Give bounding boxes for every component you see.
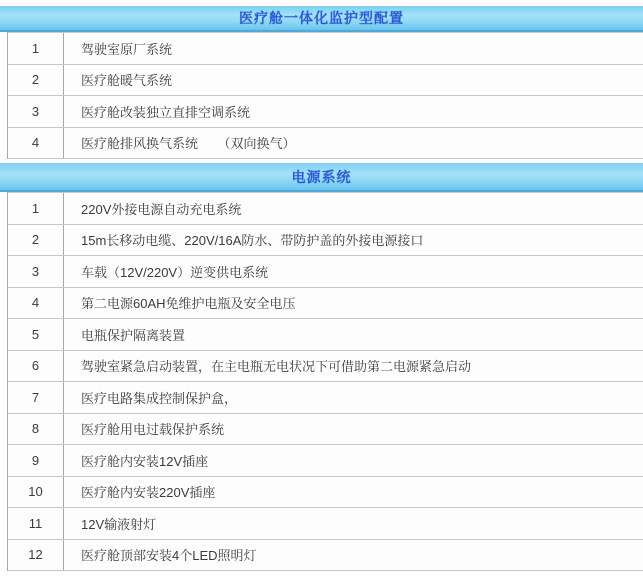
table-row — [8, 382, 643, 414]
row-number: 1 — [8, 193, 64, 224]
section-header-power-system — [0, 163, 643, 192]
row-number: 2 — [8, 65, 64, 96]
row-description: 第二电源60AH免维护电瓶及安全电压 — [81, 296, 296, 312]
row-number: 9 — [8, 445, 64, 476]
row-description: 医疗舱内安装12V插座 — [81, 453, 209, 469]
row-number: 6 — [8, 351, 64, 382]
table-row — [8, 96, 643, 128]
row-number: 11 — [8, 508, 64, 539]
row-description: 驾驶室原厂系统 — [81, 41, 173, 57]
row-number: 3 — [8, 96, 64, 127]
table-row — [8, 319, 643, 351]
row-description: 15m长移动电缆、220V/16A防水、带防护盖的外接电源接口 — [81, 233, 424, 249]
table-monitoring-config — [7, 32, 643, 159]
row-description: 电瓶保护隔离装置 — [81, 327, 186, 343]
row-number: 2 — [8, 225, 64, 256]
row-number: 5 — [8, 319, 64, 350]
row-description: 医疗舱内安装220V插座 — [81, 485, 216, 501]
row-number: 4 — [8, 288, 64, 319]
table-row — [8, 508, 643, 540]
row-description: 医疗舱排风换气系统 （双向换气） — [81, 136, 296, 152]
table-row — [8, 256, 643, 288]
table-row — [8, 128, 643, 160]
row-description: 医疗舱暖气系统 — [81, 73, 173, 89]
table-row — [8, 445, 643, 477]
table-row — [8, 414, 643, 446]
table-power-system — [7, 192, 643, 571]
row-description: 医疗舱改装独立直排空调系统 — [81, 104, 251, 120]
table-row — [8, 225, 643, 257]
section-header-monitoring-config — [0, 6, 643, 32]
section-title: 医疗舱一体化监护型配置 — [239, 10, 404, 26]
row-number: 3 — [8, 256, 64, 287]
row-description: 医疗舱用电过载保护系统 — [81, 422, 225, 438]
table-row — [8, 540, 643, 572]
table-row — [8, 477, 643, 509]
table-row — [8, 65, 643, 97]
row-description: 12V输液射灯 — [81, 516, 157, 532]
row-description: 220V外接电源自动充电系统 — [81, 201, 242, 217]
row-number: 12 — [8, 540, 64, 571]
row-number: 10 — [8, 477, 64, 508]
row-number: 7 — [8, 382, 64, 413]
row-number: 4 — [8, 128, 64, 159]
row-description: 医疗舱顶部安装4个LED照明灯 — [81, 548, 257, 564]
table-row — [8, 193, 643, 225]
row-description: 驾驶室紧急启动装置，在主电瓶无电状况下可借助第二电源紧急启动 — [81, 359, 472, 375]
row-number: 8 — [8, 414, 64, 445]
table-row — [8, 33, 643, 65]
row-number: 1 — [8, 33, 64, 64]
table-row — [8, 288, 643, 320]
row-description: 车载（12V/220V）逆变供电系统 — [81, 264, 269, 280]
table-row — [8, 351, 643, 383]
section-title: 电源系统 — [291, 168, 352, 185]
row-description: 医疗电路集成控制保护盒， — [81, 390, 238, 406]
